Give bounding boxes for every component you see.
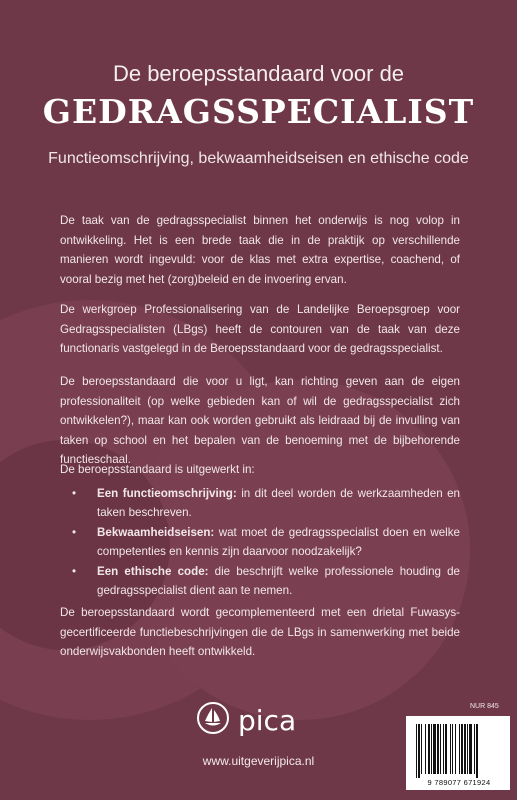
barcode-bar <box>418 724 420 778</box>
publisher-name: pica <box>238 704 297 737</box>
book-subtitle: Functieomschrijving, bekwaamheidseisen en ethische code <box>48 150 469 167</box>
barcode-bar <box>416 724 417 778</box>
barcode-bar <box>455 724 456 774</box>
barcode <box>406 716 510 790</box>
barcode-bar <box>445 724 447 774</box>
paragraph-3 <box>60 372 460 470</box>
barcode-bar <box>443 724 444 774</box>
isbn-number: 9 789077 671924 <box>427 778 491 787</box>
paragraph-3-text: De beroepsstandaard die voor u ligt, kan richting geven aan de eigen professionaliteit (op welke gebieden kan of wil de gedragsspecialist zich ontwikkelen?), maar kan ook worden gebruikt als leidraad bij de invulling van taken op school en het bepalen van de benoeming met de bijbehorende functieschaal. <box>60 375 460 466</box>
barcode-bar <box>476 724 478 778</box>
title-line-1: De beroepsstandaard voor de <box>112 61 405 86</box>
list-item-text: die beschrijft welke professionele houding de gedragsspecialist dient aan te nemen. <box>97 564 460 597</box>
list-item <box>60 523 460 562</box>
barcode-bar <box>425 724 426 774</box>
list-item-text: wat moet de gedragsspecialist doen en welke competenties en kennis zijn daarvoor noodzakelijk? <box>97 525 460 558</box>
paragraph-1-text: De taak van de gedragsspecialist binnen het onderwijs is nog volop in ontwikkeling. Het is een brede taak die in de praktijk op verschillende manieren wordt ingevuld: voor de klas met extra expertise, coachend, of vooral bezig met het (zorg)beleid en de invoering ervan. <box>60 214 460 286</box>
sailing-ship-icon <box>196 701 230 735</box>
barcode-bar <box>452 724 453 774</box>
barcode-bar <box>467 724 468 774</box>
barcode-bar <box>431 724 432 774</box>
barcode-bar <box>469 724 472 774</box>
barcode-bars <box>414 724 502 778</box>
list-item-label: Een functieomschrijving: <box>97 486 237 500</box>
list-item-text: in dit deel worden de werkzaamheden en taken beschreven. <box>97 486 460 519</box>
barcode-bar <box>474 724 475 774</box>
feature-list <box>60 484 460 601</box>
barcode-bar <box>428 724 430 774</box>
barcode-bar <box>461 724 463 774</box>
barcode-bar <box>440 724 441 774</box>
list-item <box>60 484 460 523</box>
list-item <box>60 562 460 601</box>
publisher-url: www.uitgeverijpica.nl <box>202 754 315 768</box>
paragraph-2 <box>60 300 460 359</box>
publisher-logo <box>196 701 311 741</box>
barcode-bar <box>459 724 460 774</box>
book-title: GEDRAGSSPECIALIST <box>42 92 475 131</box>
paragraph-2-text: De werkgroep Professionalisering van de Landelijke Beroepsgroep voor Gedragsspecialisten (LBgs) heeft de contouren van de taak van deze functionaris vastgelegd in de Beroepsstandaard voor de gedragsspecialist. <box>60 303 460 355</box>
list-item-label: Een ethische code: <box>97 564 209 578</box>
feature-list-section <box>60 460 460 601</box>
nur-code: NUR 845 <box>470 703 499 710</box>
list-intro: De beroepsstandaard is uitgewerkt in: <box>60 463 255 476</box>
barcode-bar <box>450 724 451 774</box>
list-item-label: Bekwaamheidseisen: <box>97 525 215 539</box>
barcode-bar <box>437 724 439 774</box>
barcode-bar <box>421 724 422 774</box>
closing-text: De beroepsstandaard wordt gecomplementeerd met een drietal Fuwasys-gecertificeerde functiebeschrijvingen die de LBgs in samenwerking met beide onderwijsvakbonden heeft ontwikkeld. <box>60 606 460 658</box>
barcode-bar <box>433 724 436 774</box>
barcode-bar <box>464 724 466 774</box>
closing-paragraph <box>60 603 460 662</box>
paragraph-1 <box>60 211 460 289</box>
